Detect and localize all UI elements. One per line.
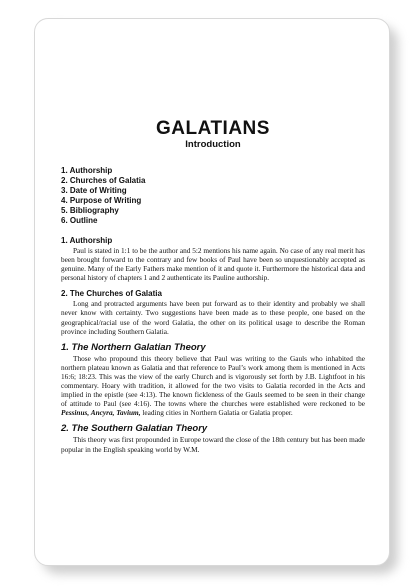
southern-theory-paragraph: This theory was first propounded in Europe toward the close of the 18th century but has been made popular in the English speaking world by W.M. [61,435,365,454]
northern-theory-heading: 1. The Northern Galatian Theory [61,341,206,353]
toc-item: 6. Outline [61,216,98,225]
section-heading-churches: 2. The Churches of Galatia [61,289,162,299]
toc-item: 4. Purpose of Writing [61,196,142,205]
page-content [61,119,365,460]
table-of-contents [61,166,365,226]
section-paragraph-authorship: Paul is stated in 1:1 to be the author and 5:2 mentions his name again. No case of any real merit has been brought forward to the contrary and few books of Paul have been so unquestionably accepted as genuine. Many of the Early Fathers make mention of it and quote it. Furthermore the historical data and personal history of chapters 1 and 2 authenticate its Pauline authorship. [61,246,365,283]
section-paragraph-churches: Long and protracted arguments have been put forward as to their identity and probably we shall never know with certainty. Two suggestions have been made as to these people, one based on the geographical/racial use of the word Galatia, the other on its political usage to describe the Roman province including Southern Galatia. [61,299,365,336]
toc-item: 5. Bibliography [61,206,119,215]
section-heading-authorship: 1. Authorship [61,236,113,245]
northern-text-start: Those who propound this theory believe that Paul was writing to the Gauls who inhabited the northern plateau known as Galatia and that reference to Paul’s work among them is mentioned in Acts 16:6; 18:23. This was the view of the early Church and is vigorously set forth by J.B. Lightfoot in his commentary. Hoary with tradition, it allowed for the two visits to Galatia recorded in the Acts and implied in the epistle (see 4:13). The known fickleness of the Gauls seemed to be seen in their change of attitude to Paul (see 4:16). The towns where the churches were established were reckoned to be [61,353,365,409]
page-title: GALATIANS [156,118,270,139]
southern-theory-heading: 2. The Southern Galatian Theory [61,423,208,435]
toc-item: 1. Authorship [61,166,113,175]
toc-item: 2. Churches of Galatia [61,176,146,185]
document-page [34,18,390,566]
northern-theory-paragraph [61,354,365,418]
page-subtitle: Introduction [185,139,241,150]
northern-text-end: leading cities in Northern Galatia or Galatia proper. [140,408,293,418]
toc-item: 3. Date of Writing [61,186,127,195]
northern-towns: Pessinus, Ancyra, Tavium, [61,408,141,418]
